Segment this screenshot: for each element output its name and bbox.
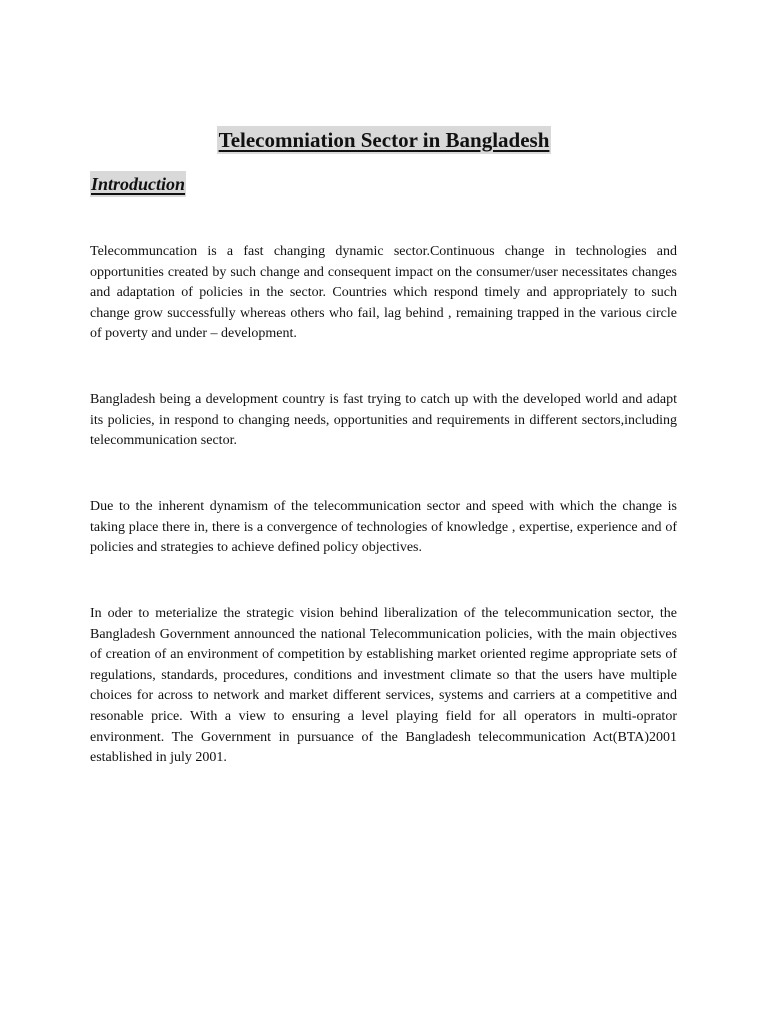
section-heading: Introduction (90, 171, 186, 197)
paragraph-4: In oder to meterialize the strategic vision behind liberalization of the telecommunication sector, the Bangladesh Government announced the national Telecommunication policies, with the main objectives of creation of an environment of competition by establishing market oriented regime appropriate sets of regulations, standards, procedures, conditions and investment climate so that the users have multiple choices for across to network and market different services, systems and carriers at a competitive and resonable price. With a view to ensuring a level playing field for all operators in multi-oprator environment. The Government in pursuance of the Bangladesh telecommunication Act(BTA)2001 established in july 2001. (90, 606, 677, 766)
document-title: Telecomniation Sector in Bangladesh (218, 128, 550, 152)
title-container (0, 126, 768, 154)
paragraph-2: Bangladesh being a development country is fast trying to catch up with the developed world and adapt its policies, in respond to changing needs, opportunities and requirements in different sectors,including telecommunication sector. (90, 392, 677, 449)
paragraph-1: Telecommuncation is a fast changing dynamic sector.Continuous change in technologies and opportunities created by such change and consequent impact on the consumer/user necessitates changes and adaptation of policies in the sector. Countries which respond timely and appropriately to such change grow successfully whereas others who fail, lag behind , remaining trapped in the various circle of poverty and under – development. (90, 244, 677, 342)
paragraph-3: Due to the inherent dynamism of the telecommunication sector and speed with which the change is taking place there in, there is a convergence of technologies of knowledge , expertise, experience and of policies and strategies to achieve defined policy objectives. (90, 499, 677, 556)
